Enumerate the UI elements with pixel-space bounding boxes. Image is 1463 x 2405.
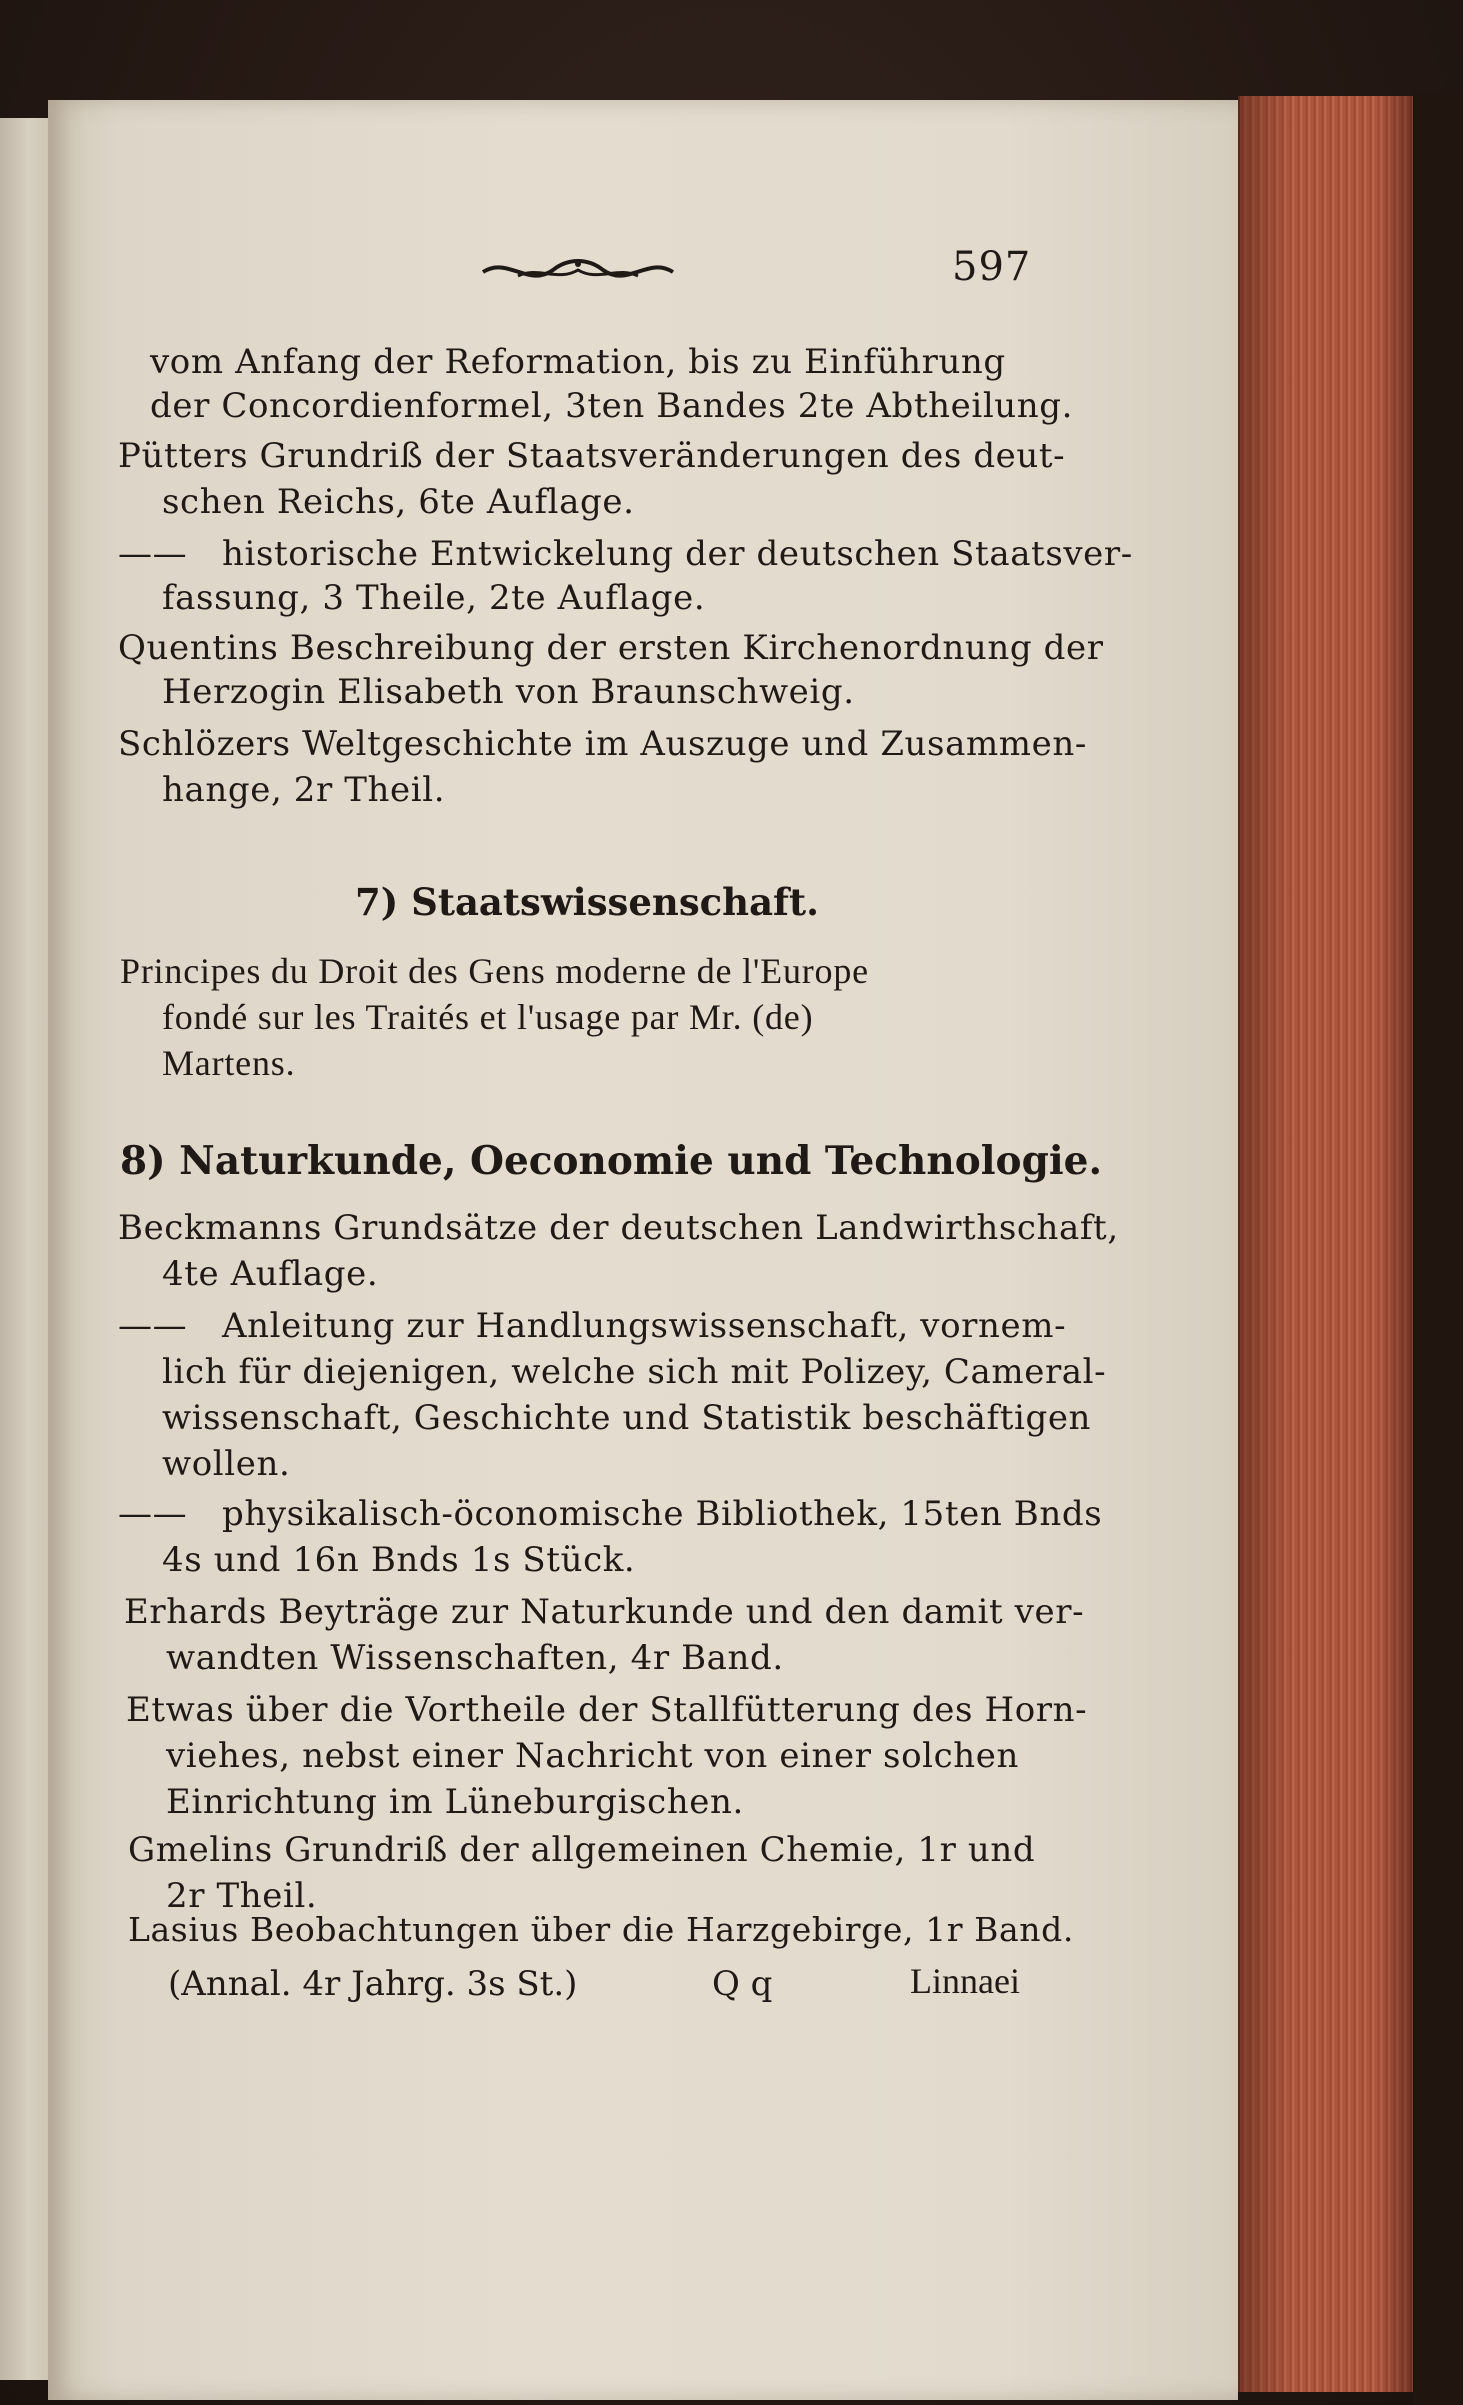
page-number: 597 [952,244,1032,290]
entry-line: wissenschaft, Geschichte und Statistik beschäftigen [162,1398,1092,1438]
entry-line: viehes, nebst einer Nachricht von einer solchen [166,1736,1019,1776]
entry-line: Einrichtung im Lüneburgischen. [166,1782,744,1822]
section-heading: 7) Staatswissenschaft. [355,880,819,924]
entry-line: Quentins Beschreibung der ersten Kirchenordnung der [118,628,1104,668]
latin-line: Principes du Droit des Gens moderne de l'Europe [120,951,869,991]
catchword: Linnaei [910,1961,1020,2001]
entry-line: 4s und 16n Bnds 1s Stück. [162,1540,636,1580]
ditto-dash: —— [118,1494,188,1534]
entry-line: lich für diejenigen, welche sich mit Polizey, Cameral- [162,1352,1107,1392]
entry-line: Herzogin Elisabeth von Braunschweig. [162,672,855,712]
entry-line: vom Anfang der Reformation, bis zu Einführung [150,342,1006,382]
latin-line: Martens. [162,1043,296,1083]
entry-line: Erhards Beyträge zur Naturkunde und den damit ver- [124,1592,1085,1632]
entry-line: wollen. [162,1444,291,1484]
entry-line: wandten Wissenschaften, 4r Band. [166,1638,784,1678]
entry-line: der Concordienformel, 3ten Bandes 2te Abtheilung. [150,386,1074,426]
ditto-dash: —— [118,534,188,574]
entry-line: Gmelins Grundriß der allgemeinen Chemie, 1r und [128,1830,1036,1870]
entry-line: 4te Auflage. [162,1254,379,1294]
footer-source: (Annal. 4r Jahrg. 3s St.) [168,1964,578,2004]
section-heading: 8) Naturkunde, Oeconomie und Technologie. [120,1138,1103,1184]
entry-line: Lasius Beobachtungen über die Harzgebirge, 1r Band. [128,1910,1074,1949]
entry-line: schen Reichs, 6te Auflage. [162,482,635,522]
entry-line: Etwas über die Vortheile der Stallfütterung des Horn- [126,1690,1088,1730]
entry-line: Schlözers Weltgeschichte im Auszuge und Zusammen- [118,724,1087,764]
entry-line: historische Entwickelung der deutschen Staatsver- [222,534,1133,574]
entry-line: Pütters Grundriß der Staatsveränderungen des deut- [118,436,1066,476]
entry-line: fassung, 3 Theile, 2te Auflage. [162,578,706,618]
entry-line: Beckmanns Grundsätze der deutschen Landwirthschaft, [118,1208,1119,1248]
entry-line: physikalisch-öconomische Bibliothek, 15ten Bnds [222,1494,1103,1534]
signature-mark: Q q [712,1964,773,2004]
entry-line: hange, 2r Theil. [162,770,446,810]
entry-line: Anleitung zur Handlungswissenschaft, vornem- [222,1306,1067,1346]
ditto-dash: —— [118,1306,188,1346]
ornament-icon [478,248,678,292]
entry-line: 2r Theil. [166,1876,318,1916]
latin-line: fondé sur les Traités et l'usage par Mr. (de) [162,997,814,1037]
